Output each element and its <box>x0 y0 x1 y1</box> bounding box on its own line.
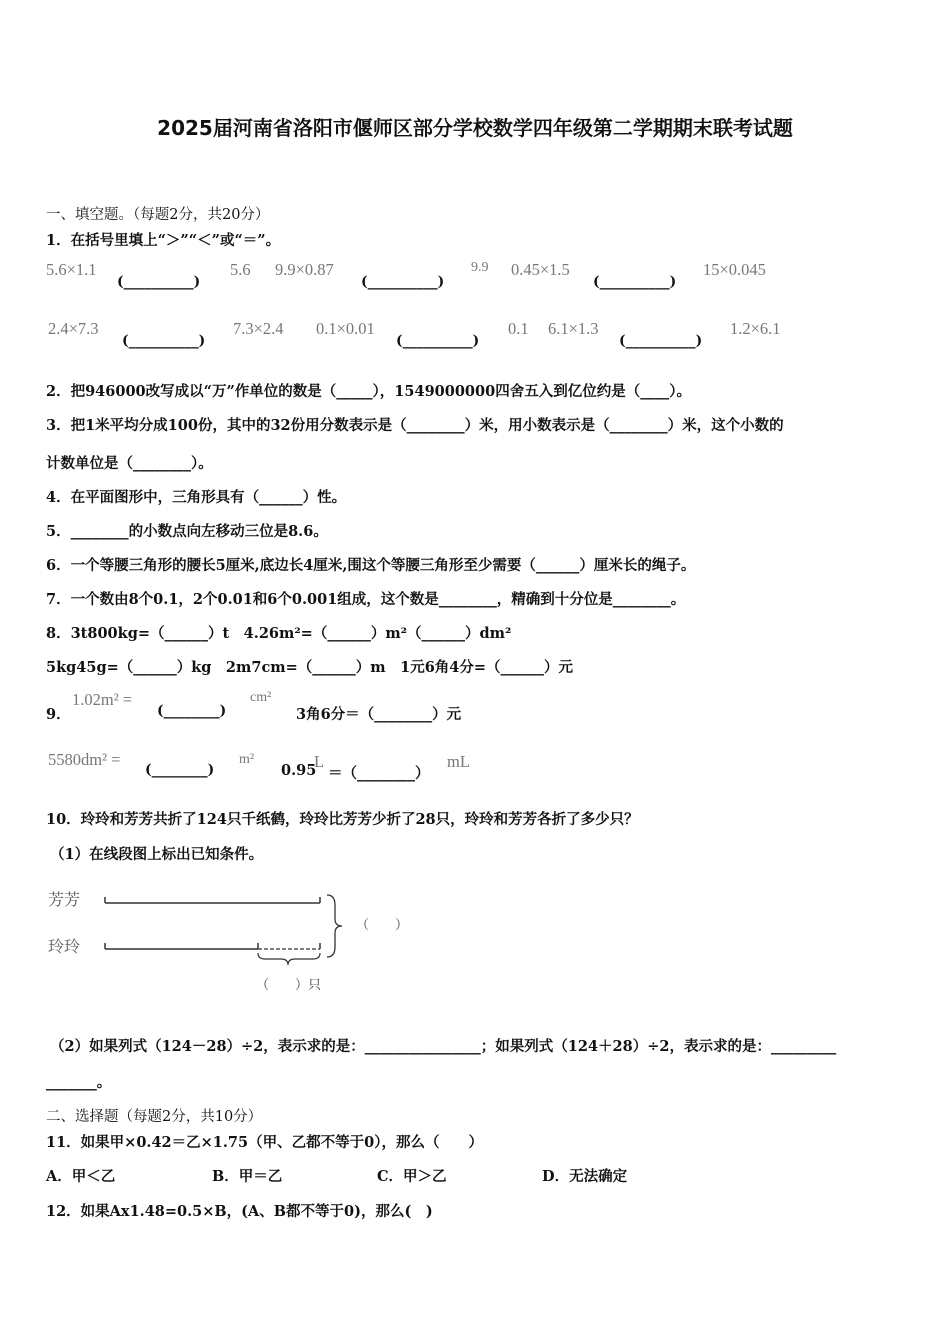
q9-expr-2: 3角6分＝（________）元 <box>296 706 462 723</box>
total-brace <box>327 895 342 957</box>
section-choice-heading: 二、选择题（每题2分，共10分） <box>46 1109 263 1125</box>
question-10-sub-2-cont: _______。 <box>46 1074 112 1091</box>
fangfang-segment <box>105 897 320 903</box>
q9-unit-3: m² <box>239 752 255 767</box>
page-title: 2025届河南省洛阳市偃师区部分学校数学四年级第二学期期末联考试题 <box>157 116 793 140</box>
question-3-cont: 计数单位是（________）。 <box>46 455 213 472</box>
q1-expr-8: 7.3×2.4 <box>233 319 284 338</box>
question-8: 8．3t800kg=（______）t 4.26m²=（______）m²（______）dm² <box>46 625 512 642</box>
question-5: 5．________的小数点向左移动三位是8.6。 <box>46 523 328 540</box>
q9-unit-4: mL <box>447 752 470 771</box>
diagram-label-lingling: 玲玲 <box>48 937 81 956</box>
q1-expr-10: 0.1 <box>508 319 529 338</box>
question-7: 7．一个数由8个0.1，2个0.01和6个0.001组成，这个数是________，精确到十分位是________。 <box>46 591 686 608</box>
q1-expr-6: 15×0.045 <box>703 260 766 279</box>
question-10-sub-1: （1）在线段图上标出已知条件。 <box>50 846 264 863</box>
q1-blank-1[interactable]: (__________) <box>117 274 201 290</box>
q1-blank-4[interactable]: (__________) <box>122 333 206 349</box>
question-10-sub-2: （2）如果列式（124－28）÷2，表示求的是：________________；如果列式（124＋28）÷2，表示求的是：_________ <box>50 1038 837 1055</box>
q1-expr-3: 9.9×0.87 <box>275 260 334 279</box>
q9-blank-3[interactable]: (________) <box>145 762 215 778</box>
q1-blank-2[interactable]: (__________) <box>361 274 445 290</box>
diagram-difference-blank[interactable]: （ ）只 <box>256 978 322 993</box>
q9-blank-1[interactable]: (________) <box>157 703 227 719</box>
diagram-total-blank[interactable]: （ ） <box>356 918 409 933</box>
q1-expr-5: 0.45×1.5 <box>511 260 570 279</box>
q1-expr-12: 1.2×6.1 <box>730 319 781 338</box>
q11-option-c[interactable]: C．甲＞乙 <box>377 1168 447 1185</box>
lingling-segment <box>105 943 320 949</box>
q9-expr-3: 5580dm² = <box>48 750 121 769</box>
q1-expr-11: 6.1×1.3 <box>548 319 599 338</box>
q1-expr-4: 9.9 <box>471 260 489 275</box>
q9-expr-4-blank[interactable]: ＝（________） <box>328 765 430 782</box>
question-11: 11．如果甲×0.42＝乙×1.75（甲、乙都不等于0），那么（ ） <box>46 1134 483 1151</box>
question-10: 10．玲玲和芳芳共折了124只千纸鹤，玲玲比芳芳少折了28只，玲玲和芳芳各折了多少只？ <box>46 811 639 828</box>
question-8-cont: 5kg45g=（______）kg 2m7cm=（______）m 1元6角4分=（______）元 <box>46 659 574 676</box>
section-fill-heading: 一、填空题。（每题2分，共20分） <box>46 207 270 223</box>
line-segment-diagram <box>95 885 355 970</box>
q1-expr-7: 2.4×7.3 <box>48 319 99 338</box>
q1-blank-6[interactable]: (__________) <box>619 333 703 349</box>
q9-expr-1: 1.02m² = <box>72 690 133 709</box>
q9-expr-4-unit: L <box>314 752 325 771</box>
question-1: 1．在括号里填上“＞”“＜”或“＝”。 <box>46 232 281 249</box>
q11-option-b[interactable]: B．甲＝乙 <box>212 1168 283 1185</box>
q11-option-a[interactable]: A．甲＜乙 <box>46 1168 116 1185</box>
q1-blank-3[interactable]: (__________) <box>593 274 677 290</box>
question-2: 2．把946000改写成以“万”作单位的数是（_____），1549000000四舍五入到亿位约是（____）。 <box>46 383 691 400</box>
diagram-label-fangfang: 芳芳 <box>48 890 81 909</box>
question-12: 12．如果Ax1.48=0.5×B，(A、B都不等于0)，那么( ) <box>46 1203 433 1220</box>
q1-expr-2: 5.6 <box>230 260 251 279</box>
question-3: 3．把1米平均分成100份，其中的32份用分数表示是（________）米，用小数表示是（________）米，这个小数的 <box>46 417 784 434</box>
question-6: 6．一个等腰三角形的腰长5厘米,底边长4厘米,围这个等腰三角形至少需要（______）厘米长的绳子。 <box>46 557 696 574</box>
q9-expr-4: 0.95 <box>281 762 317 779</box>
q1-blank-5[interactable]: (__________) <box>396 333 480 349</box>
q1-expr-9: 0.1×0.01 <box>316 319 375 338</box>
question-9-number: 9． <box>46 706 71 723</box>
q9-unit-1: cm² <box>250 690 272 705</box>
difference-brace <box>258 953 320 965</box>
question-4: 4．在平面图形中，三角形具有（______）性。 <box>46 489 347 506</box>
q1-expr-1: 5.6×1.1 <box>46 260 97 279</box>
q11-option-d[interactable]: D．无法确定 <box>542 1168 628 1185</box>
